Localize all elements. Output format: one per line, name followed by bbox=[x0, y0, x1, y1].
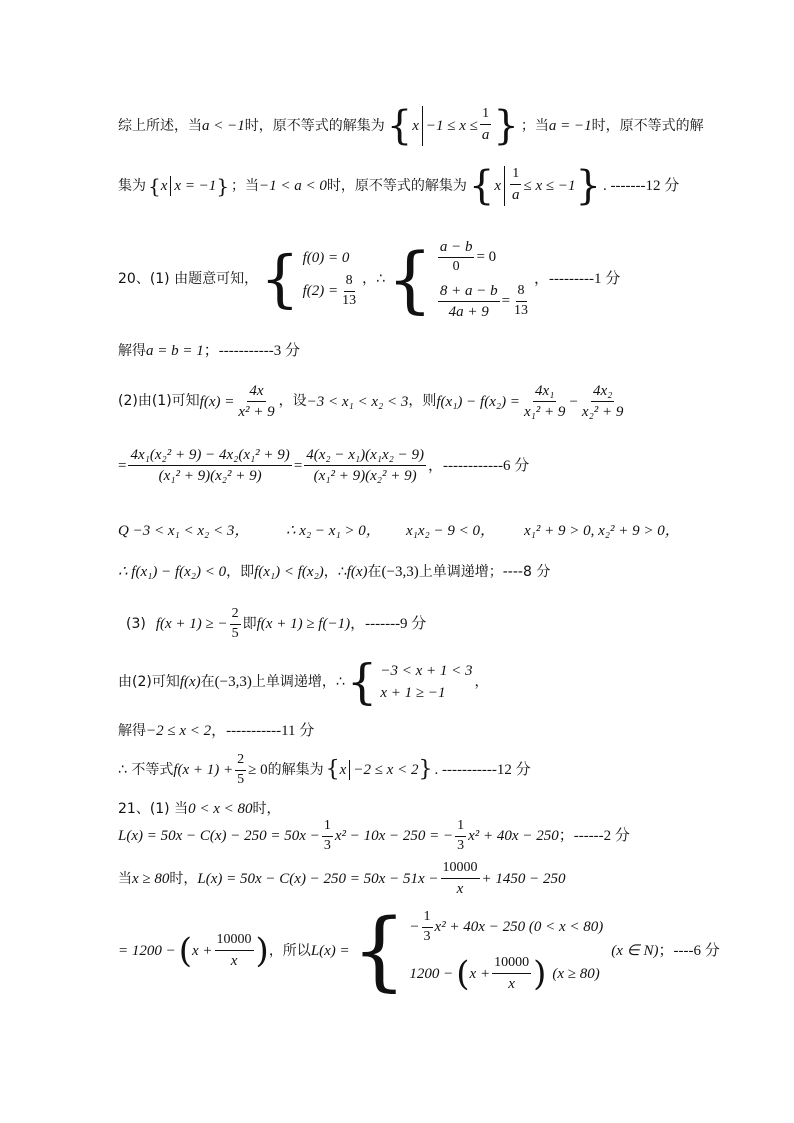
fraction bbox=[340, 273, 358, 310]
math: x² + 40x − 250 (0 < x < 80) bbox=[434, 919, 604, 936]
score-mark: ；-----------3 分 bbox=[203, 343, 300, 359]
problem-21-part-1 bbox=[118, 800, 281, 818]
eq-sign: = bbox=[118, 457, 127, 474]
frac-num: 1 bbox=[480, 106, 491, 125]
fraction bbox=[441, 860, 480, 898]
set-bar bbox=[504, 166, 505, 206]
problem-20-part-3 bbox=[126, 606, 426, 643]
left-brace: { bbox=[386, 103, 413, 149]
math: f(x) bbox=[346, 564, 368, 580]
math: L(x) = 50x − C(x) − 250 = 50x − bbox=[118, 828, 320, 845]
frac-den: 3 bbox=[323, 837, 331, 853]
left-paren: ( bbox=[456, 954, 470, 995]
frac-num: 8 + a − b bbox=[438, 282, 500, 302]
left-brace: { bbox=[325, 757, 340, 783]
text: (2)由(1)可知 bbox=[118, 393, 200, 410]
frac-num: 4x₁ bbox=[533, 382, 556, 402]
fraction bbox=[580, 382, 626, 421]
score-mark: ，-----------11 分 bbox=[211, 723, 315, 739]
text: 上单调递增；----8 分 bbox=[418, 563, 551, 580]
left-paren: ( bbox=[178, 931, 193, 971]
math: x + bbox=[192, 943, 213, 959]
fraction bbox=[438, 282, 500, 321]
score-mark: ，---------1 分 bbox=[534, 271, 621, 288]
text: 在 bbox=[200, 673, 215, 690]
ineq-row: −3 < x + 1 < 3 bbox=[380, 663, 473, 679]
text: 的解集为 bbox=[267, 761, 324, 778]
text: 在 bbox=[367, 563, 382, 580]
frac-num: 2 bbox=[235, 752, 246, 771]
left-brace: { bbox=[351, 901, 407, 1001]
score-mark: ，------------6 分 bbox=[428, 457, 530, 474]
frac-den: 13 bbox=[514, 302, 529, 318]
left-brace: { bbox=[468, 163, 495, 209]
fraction bbox=[422, 909, 433, 946]
math: 1200 − bbox=[409, 966, 454, 983]
fraction bbox=[492, 955, 531, 993]
set-bar bbox=[422, 106, 423, 146]
text: ∴ 不等式 bbox=[118, 761, 174, 778]
left-brace: { bbox=[260, 242, 300, 316]
frac-num: 1 bbox=[322, 818, 333, 837]
solve-line bbox=[118, 342, 300, 360]
frac-num: 4x₂ bbox=[591, 382, 614, 402]
eq-row: f(0) = 0 bbox=[302, 250, 350, 267]
frac-den: 0 bbox=[452, 259, 460, 274]
system-1 bbox=[260, 242, 360, 316]
frac-num: a − b bbox=[438, 238, 475, 258]
right-paren: ) bbox=[255, 931, 269, 971]
fraction bbox=[322, 818, 333, 855]
text: 21、(1) 当 bbox=[118, 800, 189, 817]
frac-den: 3 bbox=[423, 928, 431, 944]
math: a = b = 1 bbox=[146, 343, 204, 359]
final-solution-set bbox=[118, 752, 531, 789]
text: 当 bbox=[118, 870, 132, 887]
solution-set bbox=[386, 103, 519, 149]
math: 0 < x < 80 bbox=[188, 801, 253, 817]
summary-line-2 bbox=[118, 163, 680, 209]
frac-num: 1 bbox=[422, 909, 433, 928]
math: f(x + 1) + bbox=[173, 762, 234, 779]
frac-den: x bbox=[508, 976, 515, 993]
set-cond: ≤ x ≤ −1 bbox=[523, 178, 576, 194]
math: x + bbox=[469, 966, 491, 983]
text: ，所以 bbox=[268, 942, 311, 959]
ineq-row: x + 1 ≥ −1 bbox=[380, 685, 446, 701]
frac-num: 2 bbox=[230, 606, 241, 625]
math: x₁x₂ − 9 < 0， bbox=[406, 523, 495, 539]
fraction bbox=[455, 818, 466, 855]
math: x₁² + 9 > 0, x₂² + 9 > 0， bbox=[524, 523, 680, 539]
math: L(x) = 50x − C(x) − 250 = 50x − 51x − bbox=[197, 870, 439, 887]
text: ， bbox=[474, 673, 489, 690]
math: ∴ x₂ − x₁ > 0， bbox=[286, 523, 381, 539]
minus: − bbox=[569, 393, 578, 410]
math: x² + 40x − 250 bbox=[468, 828, 559, 845]
text: 解得 bbox=[118, 722, 146, 739]
frac-den: x bbox=[230, 952, 238, 969]
set-cond: −2 ≤ x < 2 bbox=[353, 762, 419, 779]
right-paren: ) bbox=[533, 954, 547, 995]
math: f(x₁) − f(x₂) = bbox=[436, 393, 520, 410]
eq-sign: = bbox=[501, 293, 511, 310]
piecewise-system bbox=[351, 901, 604, 1001]
math: (x ≥ 80) bbox=[552, 966, 600, 983]
right-brace: } bbox=[216, 174, 230, 198]
set-cond: −1 ≤ x ≤ bbox=[425, 118, 478, 134]
text: (3) bbox=[126, 615, 146, 632]
eq-sign: = bbox=[293, 457, 303, 474]
frac-den: 5 bbox=[231, 625, 239, 641]
fraction bbox=[480, 106, 492, 146]
math: x ≥ 80 bbox=[132, 870, 170, 887]
math: −1 < a < 0 bbox=[259, 178, 327, 194]
math: a = −1 bbox=[548, 118, 592, 134]
eq-rhs: = 0 bbox=[476, 248, 497, 265]
summary-line-1 bbox=[118, 103, 704, 149]
solution-set-1 bbox=[148, 176, 229, 196]
profit-piecewise bbox=[118, 901, 720, 1001]
profit-formula-1 bbox=[118, 818, 630, 855]
math: a < −1 bbox=[202, 118, 245, 134]
solve-result bbox=[118, 722, 314, 740]
frac-den: 13 bbox=[342, 292, 357, 308]
set-var: x bbox=[339, 762, 347, 779]
math: ∴ f(x₁) − f(x₂) < 0 bbox=[118, 564, 227, 580]
frac-num: 1 bbox=[510, 166, 521, 185]
fraction bbox=[236, 382, 276, 421]
frac-den: (x₁² + 9)(x₂² + 9) bbox=[158, 468, 262, 484]
frac-num: 4(x₂ − x₁)(x₁x₂ − 9) bbox=[304, 446, 426, 466]
math: + 1450 − 250 bbox=[481, 870, 566, 887]
text: ，∴ bbox=[323, 563, 347, 580]
text: 综上所述，当 bbox=[118, 117, 202, 134]
frac-den: 5 bbox=[237, 771, 245, 787]
text: 20、(1) 由题意可知， bbox=[118, 271, 259, 287]
math: − bbox=[409, 919, 420, 936]
set-cond: x = −1 bbox=[174, 178, 217, 194]
text: 解得 bbox=[118, 342, 146, 359]
text: 时，原不等式的解集为 bbox=[244, 117, 385, 134]
solution-set-2 bbox=[468, 163, 601, 209]
difference-expansion bbox=[118, 446, 529, 485]
score-mark: . -------12 分 bbox=[603, 178, 680, 194]
frac-den: 4a + 9 bbox=[448, 303, 489, 320]
text: ，则 bbox=[408, 393, 437, 410]
text: 时，原不等式的解集为 bbox=[326, 177, 467, 194]
text: 时，原不等式的解 bbox=[591, 117, 704, 134]
text: 即 bbox=[242, 615, 257, 632]
frac-den: (x₁² + 9)(x₂² + 9) bbox=[313, 468, 417, 484]
set-bar bbox=[349, 760, 350, 780]
set-var: x bbox=[412, 118, 419, 134]
system-2 bbox=[387, 238, 532, 321]
math: x² − 10x − 250 = − bbox=[334, 828, 454, 845]
math: (x ∈ N) bbox=[611, 943, 659, 959]
text: ；当 bbox=[231, 177, 260, 194]
set-var: x bbox=[160, 178, 168, 194]
score-mark: ；------2 分 bbox=[558, 828, 630, 845]
math: −3 < x₁ < x₂ < 3 bbox=[306, 393, 409, 410]
profit-formula-2 bbox=[118, 860, 566, 898]
fraction bbox=[512, 283, 530, 320]
frac-num: 8 bbox=[344, 273, 355, 292]
frac-den: a bbox=[481, 126, 490, 143]
left-brace: { bbox=[346, 654, 378, 710]
frac-den: 3 bbox=[457, 837, 465, 853]
fraction bbox=[510, 166, 522, 206]
solution-set bbox=[326, 759, 433, 781]
right-brace: } bbox=[575, 163, 601, 209]
problem-20-part-2 bbox=[118, 382, 627, 421]
frac-num: 1 bbox=[455, 818, 466, 837]
math: L(x) = bbox=[310, 943, 350, 959]
text: 集为 bbox=[118, 177, 146, 194]
frac-den: x₂² + 9 bbox=[581, 404, 624, 420]
text: ；当 bbox=[520, 117, 549, 134]
text: 上单调递增，∴ bbox=[251, 673, 345, 690]
right-brace: } bbox=[493, 103, 519, 149]
left-brace: { bbox=[148, 174, 161, 198]
math: −2 ≤ x < 2 bbox=[146, 723, 212, 739]
monotonic-conclusion bbox=[118, 563, 550, 581]
fraction bbox=[304, 446, 426, 485]
frac-num: 10000 bbox=[492, 955, 531, 974]
math: f(x + 1) ≥ f(−1) bbox=[256, 616, 351, 633]
fraction bbox=[438, 238, 475, 276]
frac-num: 10000 bbox=[441, 860, 480, 879]
text: 时， bbox=[252, 800, 281, 817]
eq-row: f(2) = bbox=[302, 283, 339, 300]
frac-num: 10000 bbox=[215, 932, 254, 951]
inequality-system bbox=[118, 654, 489, 710]
frac-num: 4x bbox=[247, 382, 265, 402]
right-brace: } bbox=[418, 757, 433, 783]
math: Q −3 < x₁ < x₂ < 3， bbox=[118, 523, 250, 539]
math: f(x) bbox=[179, 674, 201, 690]
text: 由(2)可知 bbox=[118, 673, 180, 690]
frac-den: x₁² + 9 bbox=[523, 404, 566, 420]
math: ≥ 0 bbox=[248, 762, 268, 779]
fraction bbox=[235, 752, 246, 789]
math: f(x₁) < f(x₂) bbox=[254, 564, 324, 580]
set-var: x bbox=[494, 178, 502, 194]
math: = 1200 − bbox=[118, 943, 176, 959]
frac-num: 4x₁(x₂² + 9) − 4x₂(x₁² + 9) bbox=[128, 446, 291, 466]
left-brace: { bbox=[387, 237, 433, 322]
text: 时， bbox=[169, 870, 198, 887]
math: (−3,3) bbox=[381, 564, 419, 580]
fraction bbox=[522, 382, 568, 421]
frac-den: a bbox=[512, 186, 520, 203]
frac-den: x bbox=[456, 880, 464, 897]
score-mark: ；----6 分 bbox=[658, 943, 720, 959]
fraction bbox=[230, 606, 241, 643]
text: ，即 bbox=[226, 563, 255, 580]
set-bar bbox=[170, 176, 171, 196]
fraction bbox=[128, 446, 291, 485]
math: f(x + 1) ≥ − bbox=[155, 616, 228, 633]
problem-20-part-1 bbox=[118, 238, 620, 321]
frac-den: x² + 9 bbox=[238, 404, 275, 420]
sign-analysis bbox=[118, 522, 680, 540]
math: (−3,3) bbox=[214, 674, 252, 690]
fraction bbox=[215, 932, 254, 970]
text: ，∴ bbox=[362, 271, 386, 287]
frac-num: 8 bbox=[516, 283, 527, 302]
system-3 bbox=[346, 654, 473, 710]
math: f(x) = bbox=[199, 393, 235, 410]
score-mark: . -----------12 分 bbox=[434, 762, 531, 779]
score-mark: ，-------9 分 bbox=[350, 616, 427, 633]
text: ，设 bbox=[278, 393, 307, 410]
